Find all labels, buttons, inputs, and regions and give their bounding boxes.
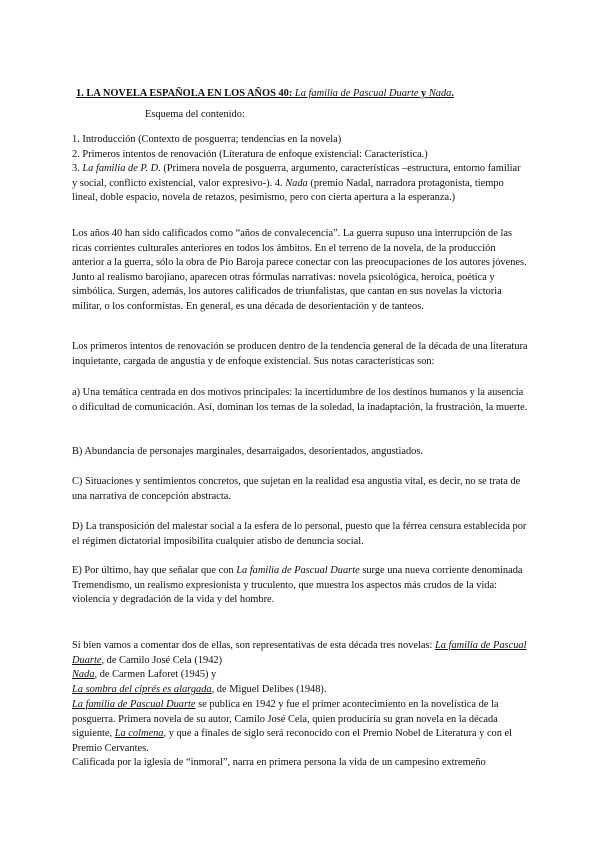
feature-a-paragraph: a) Una temática centrada en dos motivos principales: la incertidumbre de los destinos humanos y la ausencia o dificultad de comunicación. Así, dominan los temas de la soledad, la inadaptación, la frustración, la muerte.: [72, 387, 528, 413]
feature-d-paragraph: D) La transposición del malestar social a la esfera de lo personal, puesto que la férrea censura establecida por el régimen dictatorial imposibilita cualquier atisbo de denuncia social.: [72, 521, 527, 547]
outline-list: [72, 133, 528, 206]
feature-b-paragraph: B) Abundancia de personajes marginales, desarraigados, desorientados, angustiados.: [72, 446, 423, 457]
feature-e-prefix: E) Por último, hay que señalar que con: [72, 565, 237, 576]
outline-heading: Esquema del contenido:: [145, 109, 245, 120]
title-joiner: y: [418, 88, 429, 99]
novel-3-author: , de Miguel Delibes (1948).: [211, 683, 327, 695]
feature-e-text: surge una nueva corriente denominada Tremendismo, un realismo expresionista y truculento, que muestra los aspectos más crudos de la vida: violencia y degradación de la vida y del hombre.: [72, 565, 523, 606]
outline-item-3-text: (Primera novela de posguerra, argumento, características –estructura, entorno familiar y social, conflicto existencial, valor expresivo-). 4.: [72, 163, 521, 189]
title-work-nada: Nada: [428, 88, 452, 99]
title-prefix: 1. LA NOVELA ESPAÑOLA EN LOS AÑOS 40:: [76, 88, 295, 99]
pascual-title: La familia de Pascual Duarte: [72, 699, 196, 710]
novel-1-title: La familia de Pascual Duarte: [72, 640, 527, 666]
novel-3-title: La sombra del ciprés es alargada: [72, 683, 212, 695]
feature-e-work-title: La familia de Pascual Duarte: [236, 565, 360, 576]
novel-1-author: , de Camilo José Cela (1942): [101, 654, 223, 666]
novel-2-author: , de Carmen Laforet (1945) y: [94, 669, 217, 681]
title-suffix: .: [451, 88, 454, 99]
outline-item-2: 2. Primeros intentos de renovación (Literatura de enfoque existencial: Característica.): [72, 148, 428, 160]
document-title: [76, 88, 528, 99]
pascual-text-1: se publica en 1942 y fue el primer acontecimiento en la novelística de la posguerra. Primera novela de su autor, Camilo José Cela, quien produciría su gran novela en la década siguiente,: [72, 699, 499, 740]
outline-item-4-title: Nada: [285, 177, 308, 189]
novels-intro: Si bien vamos a comentar dos de ellas, son representativas de esta década tres novelas:: [72, 640, 435, 651]
outline-item-4-text: (premio Nadal, narradora protagonista, tiempo lineal, doble espacio, novela de retazos, pesimismo, pero con cierta apertura a la esperanza.): [72, 177, 504, 204]
renewal-paragraph: Los primeros intentos de renovación se producen dentro de la tendencia general de la década de una literatura inquietante, cargada de angustia y de enfoque existencial. Sus notas características son:: [72, 341, 528, 367]
pascual-text-2: , y que a finales de siglo será reconocido con el Premio Nobel de Literatura y con el Premio Cervantes.: [72, 728, 513, 754]
novel-2-title: Nada: [72, 669, 95, 681]
outline-item-1: 1. Introducción (Contexto de posguerra; tendencias en la novela): [72, 134, 342, 145]
outline-item-3: [72, 163, 521, 203]
outline-item-3-title: La familia de P. D.: [82, 163, 161, 175]
title-work-pascual: La familia de Pascual Duarte: [294, 88, 419, 99]
pascual-paragraph: [72, 698, 528, 771]
colmena-title: La colmena: [114, 728, 164, 740]
feature-c-paragraph: C) Situaciones y sentimientos concretos, que sujetan en la realidad esa angustia vital, es decir, no se trata de una narrativa de concepción abstracta.: [72, 476, 521, 502]
feature-e-paragraph: [72, 564, 528, 608]
novels-paragraph: [72, 639, 528, 697]
outline-item-3-number: 3.: [72, 163, 83, 175]
pascual-text-3: Calificada por la iglesia de “inmoral”, narra en primera persona la vida de un campesino extremeño: [72, 757, 486, 769]
intro-paragraph: Los años 40 han sido calificados como “años de convalecencia”. La guerra supuso una interrupción de las ricas corrientes culturales anteriores en todos los ámbitos. En el terreno de la novela, de la producción anterior a la guerra, sólo la obra de Pío Baroja parece conectar con las preocupaciones de los autores jóvenes. Junto al realismo barojiano, aparecen otras fórmulas narrativas: novela psicológica, heroica, poética y simbólica. Surgen, además, los autores calificados de triunfalistas, que cantan en sus novelas la victoria militar, o los conformistas. En general, es una década de desorientación y de tanteos.: [72, 228, 527, 312]
